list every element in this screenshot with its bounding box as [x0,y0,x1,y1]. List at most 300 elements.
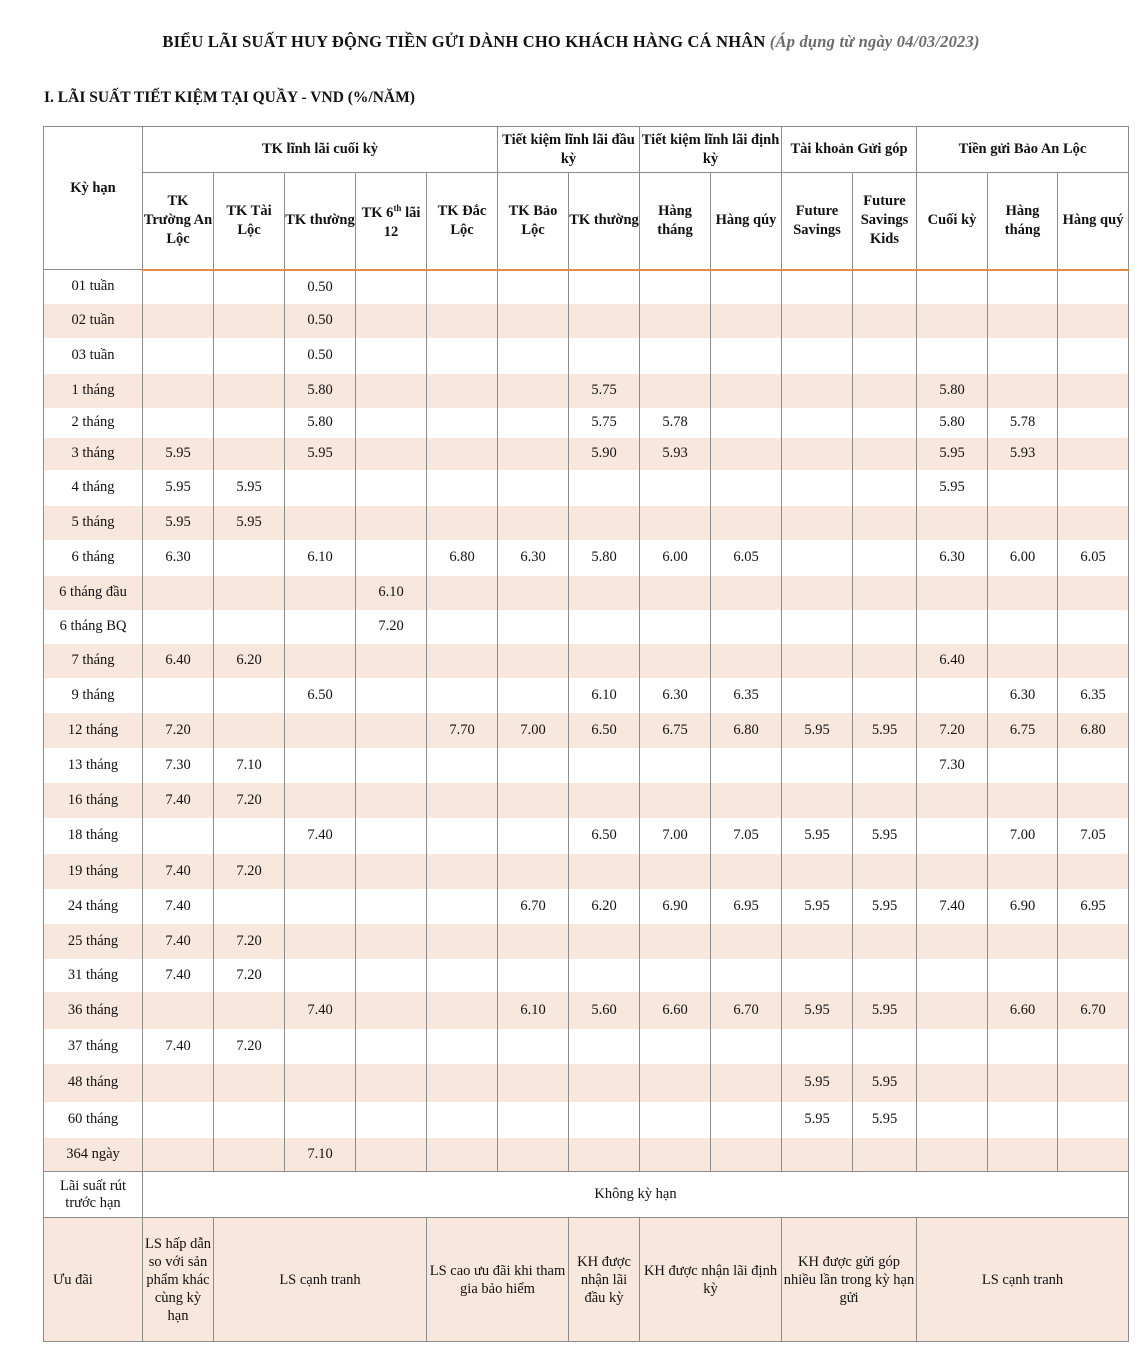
rate-cell [1058,854,1129,889]
table-row [44,678,1129,713]
header-col: Hàng tháng [988,173,1058,270]
rate-cell: 5.78 [988,408,1058,438]
rate-cell [988,644,1058,678]
rate-cell: 6.75 [988,713,1058,748]
rate-cell: 7.20 [917,713,988,748]
rate-cell [711,576,782,610]
header-col: TK Đắc Lộc [427,173,498,270]
table-row [44,374,1129,408]
rate-cell [711,748,782,783]
preference-cell: KH được nhận lãi đầu kỳ [569,1218,640,1342]
rate-cell [427,338,498,374]
rate-cell: 7.30 [917,748,988,783]
rate-cell: 7.40 [143,959,214,992]
rate-cell: 6.50 [569,713,640,748]
table-row [44,924,1129,959]
rate-cell [711,438,782,470]
rate-cell [711,924,782,959]
rate-cell [917,1064,988,1102]
rate-cell [356,959,427,992]
term-cell: 12 tháng [44,713,143,748]
rate-cell: 6.80 [1058,713,1129,748]
rate-cell: 6.30 [917,540,988,576]
rate-cell [356,783,427,818]
rate-cell [988,854,1058,889]
rate-cell [214,1138,285,1172]
rate-cell [427,818,498,854]
rate-cell [782,338,853,374]
rate-cell [569,854,640,889]
rate-cell: 5.75 [569,374,640,408]
rate-cell [143,1064,214,1102]
table-row [44,304,1129,338]
rate-cell [640,304,711,338]
rate-cell [1058,748,1129,783]
rate-cell [711,959,782,992]
rate-cell: 7.40 [143,889,214,924]
rate-cell [498,1138,569,1172]
preference-cell: KH được gửi góp nhiều lần trong kỳ hạn gửi [782,1218,917,1342]
header-col: Hàng tháng [640,173,711,270]
rate-cell: 5.95 [143,506,214,540]
rate-cell [853,854,917,889]
rate-cell: 7.40 [143,783,214,818]
rate-cell [285,854,356,889]
rate-cell [711,338,782,374]
rate-cell [917,1102,988,1138]
rate-cell [782,678,853,713]
rate-rows [44,270,1129,1172]
rate-cell: 6.05 [711,540,782,576]
rate-cell [782,304,853,338]
rate-cell [356,818,427,854]
rate-cell: 5.95 [143,470,214,506]
table-row [44,270,1129,304]
rate-cell [498,408,569,438]
term-cell: 48 tháng [44,1064,143,1102]
rate-cell: 6.30 [143,540,214,576]
table-row [44,1029,1129,1064]
rate-cell: 7.05 [1058,818,1129,854]
rate-cell [143,576,214,610]
rate-cell [640,374,711,408]
rate-cell [356,889,427,924]
rate-cell [988,576,1058,610]
table-row [44,610,1129,644]
rate-cell [782,924,853,959]
rate-cell [1058,1064,1129,1102]
header-col: Hàng qúy [711,173,782,270]
rate-cell [782,540,853,576]
rate-cell [1058,924,1129,959]
rate-cell: 5.95 [782,992,853,1029]
rate-cell [640,959,711,992]
rate-cell [988,338,1058,374]
rate-cell [214,540,285,576]
header-col: Future Savings Kids [853,173,917,270]
rate-cell [640,470,711,506]
rate-cell [782,470,853,506]
rate-cell [782,644,853,678]
term-cell: 6 tháng BQ [44,610,143,644]
rate-cell [498,610,569,644]
rate-cell [427,889,498,924]
rate-cell: 5.95 [782,1102,853,1138]
rate-cell [356,470,427,506]
rate-cell [498,1102,569,1138]
table-row [44,576,1129,610]
rate-cell [498,576,569,610]
rate-cell [853,470,917,506]
rate-cell [427,924,498,959]
early-withdrawal-row [44,1172,1129,1218]
rate-cell [853,408,917,438]
rate-cell [427,854,498,889]
rate-cell: 6.40 [917,644,988,678]
rate-cell [917,992,988,1029]
rate-cell [214,304,285,338]
rate-cell [782,1029,853,1064]
rate-cell: 5.95 [214,506,285,540]
rate-cell: 6.10 [569,678,640,713]
early-withdrawal-label: Lãi suất rút trước hạn [44,1172,143,1218]
rate-cell [917,854,988,889]
rate-cell [853,304,917,338]
rate-cell [285,644,356,678]
rate-cell [498,1064,569,1102]
header-col: TK Bảo Lộc [498,173,569,270]
rate-cell: 6.95 [1058,889,1129,924]
rate-cell [640,1029,711,1064]
rate-cell: 7.40 [143,1029,214,1064]
rate-cell: 6.40 [143,644,214,678]
rate-cell [853,1138,917,1172]
rate-cell [782,270,853,304]
table-row [44,1102,1129,1138]
rate-cell [498,924,569,959]
rate-cell [711,374,782,408]
table-row [44,748,1129,783]
header-group-end-interest: TK lĩnh lãi cuối kỳ [143,127,498,173]
rate-cell [1058,1102,1129,1138]
rate-cell [988,1138,1058,1172]
rate-cell: 7.40 [285,818,356,854]
rate-cell: 5.95 [917,470,988,506]
rate-cell [988,270,1058,304]
rate-cell [640,1064,711,1102]
rate-cell: 5.80 [569,540,640,576]
rate-cell [711,1029,782,1064]
rate-cell [640,644,711,678]
header-term: Kỳ hạn [44,127,143,270]
early-withdrawal-value: Không kỳ hạn [143,1172,1129,1218]
rate-cell [917,783,988,818]
rate-cell: 7.30 [143,748,214,783]
rate-cell [917,576,988,610]
rate-cell [356,1138,427,1172]
rate-cell: 7.10 [285,1138,356,1172]
rate-cell: 7.20 [214,959,285,992]
rate-cell [143,270,214,304]
header-group-periodic-interest: Tiết kiệm lĩnh lãi định kỳ [640,127,782,173]
rate-cell [143,374,214,408]
rate-cell [498,818,569,854]
rate-cell [569,644,640,678]
rate-cell [356,1102,427,1138]
header-col: Future Savings [782,173,853,270]
rate-cell [427,506,498,540]
rate-cell: 6.00 [988,540,1058,576]
term-cell: 01 tuần [44,270,143,304]
rate-cell [853,678,917,713]
table-row [44,644,1129,678]
rate-cell [285,1029,356,1064]
rate-cell [988,748,1058,783]
rate-cell [214,338,285,374]
rate-cell [356,304,427,338]
rate-cell [356,338,427,374]
rate-cell [853,270,917,304]
table-row [44,818,1129,854]
rate-cell [356,408,427,438]
term-cell: 37 tháng [44,1029,143,1064]
header-col: TK Tài Lộc [214,173,285,270]
rate-cell: 5.95 [917,438,988,470]
rate-cell [285,610,356,644]
rate-cell [711,270,782,304]
rate-cell: 6.75 [640,713,711,748]
rate-cell: 5.95 [853,1064,917,1102]
page-title: BIỂU LÃI SUẤT HUY ĐỘNG TIỀN GỬI DÀNH CHO KHÁCH HÀNG CÁ NHÂN (Áp dụng từ ngày 04/03/2023) [162,32,980,51]
rate-cell [1058,270,1129,304]
rate-cell [356,678,427,713]
rate-cell [285,1064,356,1102]
rate-cell [427,959,498,992]
rate-cell [427,1102,498,1138]
rate-cell [988,374,1058,408]
rate-cell: 7.70 [427,713,498,748]
rate-cell: 5.95 [214,470,285,506]
rate-cell [853,959,917,992]
rate-cell: 7.20 [214,1029,285,1064]
rate-cell [214,408,285,438]
rate-cell [640,1102,711,1138]
rate-cell: 6.70 [1058,992,1129,1029]
rate-cell [988,783,1058,818]
rate-cell [143,1102,214,1138]
rate-cell [711,408,782,438]
rate-cell: 0.50 [285,338,356,374]
term-cell: 364 ngày [44,1138,143,1172]
rate-cell [917,610,988,644]
rate-cell [356,374,427,408]
rate-cell: 6.35 [1058,678,1129,713]
preference-cell: LS cạnh tranh [214,1218,427,1342]
rate-cell [782,576,853,610]
rate-cell [356,438,427,470]
rate-cell [640,506,711,540]
rate-cell: 6.30 [640,678,711,713]
rate-cell [285,889,356,924]
rate-cell [1058,438,1129,470]
term-cell: 25 tháng [44,924,143,959]
rate-cell: 5.90 [569,438,640,470]
rate-cell [498,270,569,304]
rate-cell [214,610,285,644]
rate-cell [569,1138,640,1172]
rate-cell [427,610,498,644]
rate-cell [1058,1029,1129,1064]
rate-cell [917,506,988,540]
rate-cell: 6.20 [569,889,640,924]
rate-cell [917,678,988,713]
term-cell: 02 tuần [44,304,143,338]
rate-cell [143,992,214,1029]
effective-date-note: (Áp dụng từ ngày 04/03/2023) [769,32,980,51]
rate-cell [214,270,285,304]
rate-cell: 6.80 [427,540,498,576]
rate-cell: 6.70 [498,889,569,924]
rate-cell: 6.35 [711,678,782,713]
table-row [44,470,1129,506]
rate-cell [498,644,569,678]
rate-cell [640,338,711,374]
rate-cell [988,470,1058,506]
term-cell: 16 tháng [44,783,143,818]
rate-cell [214,1102,285,1138]
rate-cell [143,818,214,854]
rate-cell [427,1064,498,1102]
rate-cell [569,610,640,644]
preference-cell: KH được nhận lãi định kỳ [640,1218,782,1342]
rate-cell [782,408,853,438]
rate-cell [640,783,711,818]
rate-cell: 6.60 [988,992,1058,1029]
term-cell: 7 tháng [44,644,143,678]
rate-cell [711,1102,782,1138]
header-col: TK thường [569,173,640,270]
rate-cell [285,506,356,540]
rate-cell: 6.00 [640,540,711,576]
rate-cell [427,304,498,338]
rate-cell [569,470,640,506]
rate-cell [569,748,640,783]
rate-cell [427,470,498,506]
rate-cell [285,924,356,959]
header-col: TK Trường An Lộc [143,173,214,270]
table-row [44,959,1129,992]
rate-cell: 5.95 [782,889,853,924]
rate-cell [640,270,711,304]
rate-cell: 7.20 [214,783,285,818]
rate-cell [427,1029,498,1064]
rate-cell [214,438,285,470]
rate-cell [214,889,285,924]
rate-cell [427,374,498,408]
rate-cell [427,644,498,678]
rate-cell: 5.93 [640,438,711,470]
rate-cell: 7.10 [214,748,285,783]
term-cell: 18 tháng [44,818,143,854]
rate-cell [569,338,640,374]
term-cell: 03 tuần [44,338,143,374]
rate-cell [782,783,853,818]
rate-cell: 5.95 [853,889,917,924]
rate-cell [1058,506,1129,540]
table-row [44,408,1129,438]
rate-cell: 5.60 [569,992,640,1029]
rate-cell [143,408,214,438]
rate-cell [427,783,498,818]
rate-cell [356,1029,427,1064]
rate-cell: 6.30 [988,678,1058,713]
rate-cell: 5.95 [143,438,214,470]
term-cell: 6 tháng đầu [44,576,143,610]
rate-cell: 5.95 [853,992,917,1029]
rate-cell: 6.90 [988,889,1058,924]
rate-cell [1058,1138,1129,1172]
rate-cell: 6.10 [498,992,569,1029]
header-col: TK 6th lãi 12 [356,173,427,270]
rate-cell [917,338,988,374]
rate-cell [143,1138,214,1172]
rate-cell [143,304,214,338]
rate-cell [917,959,988,992]
rate-cell: 6.60 [640,992,711,1029]
rate-cell: 7.40 [917,889,988,924]
rate-cell [711,506,782,540]
rate-cell [640,610,711,644]
rate-cell [285,470,356,506]
rate-cell [356,506,427,540]
rate-cell [711,1064,782,1102]
rate-cell [143,610,214,644]
term-cell: 60 tháng [44,1102,143,1138]
rate-cell [988,610,1058,644]
rate-cell [1058,470,1129,506]
rate-cell [285,783,356,818]
rate-cell [853,540,917,576]
rate-cell: 7.00 [988,818,1058,854]
rate-cell: 7.40 [143,854,214,889]
rate-cell: 6.70 [711,992,782,1029]
rate-cell [853,610,917,644]
header-col: Cuối kỳ [917,173,988,270]
term-cell: 19 tháng [44,854,143,889]
rate-cell [569,1102,640,1138]
rate-cell [640,1138,711,1172]
rate-cell [569,1029,640,1064]
preference-cell: LS hấp dẫn so với sản phẩm khác cùng kỳ hạn [143,1218,214,1342]
table-row [44,854,1129,889]
rate-cell [427,748,498,783]
rate-cell: 7.40 [143,924,214,959]
rate-cell [498,374,569,408]
rate-cell [427,408,498,438]
rate-cell: 5.75 [569,408,640,438]
rate-cell [356,713,427,748]
rate-cell [853,1029,917,1064]
term-cell: 31 tháng [44,959,143,992]
rate-cell [711,610,782,644]
rate-cell [427,438,498,470]
preference-cell: LS cao ưu đãi khi tham gia bảo hiểm [427,1218,569,1342]
rate-cell [569,959,640,992]
rate-cell: 6.50 [569,818,640,854]
term-cell: 4 tháng [44,470,143,506]
rate-cell: 6.30 [498,540,569,576]
rate-cell [285,1102,356,1138]
